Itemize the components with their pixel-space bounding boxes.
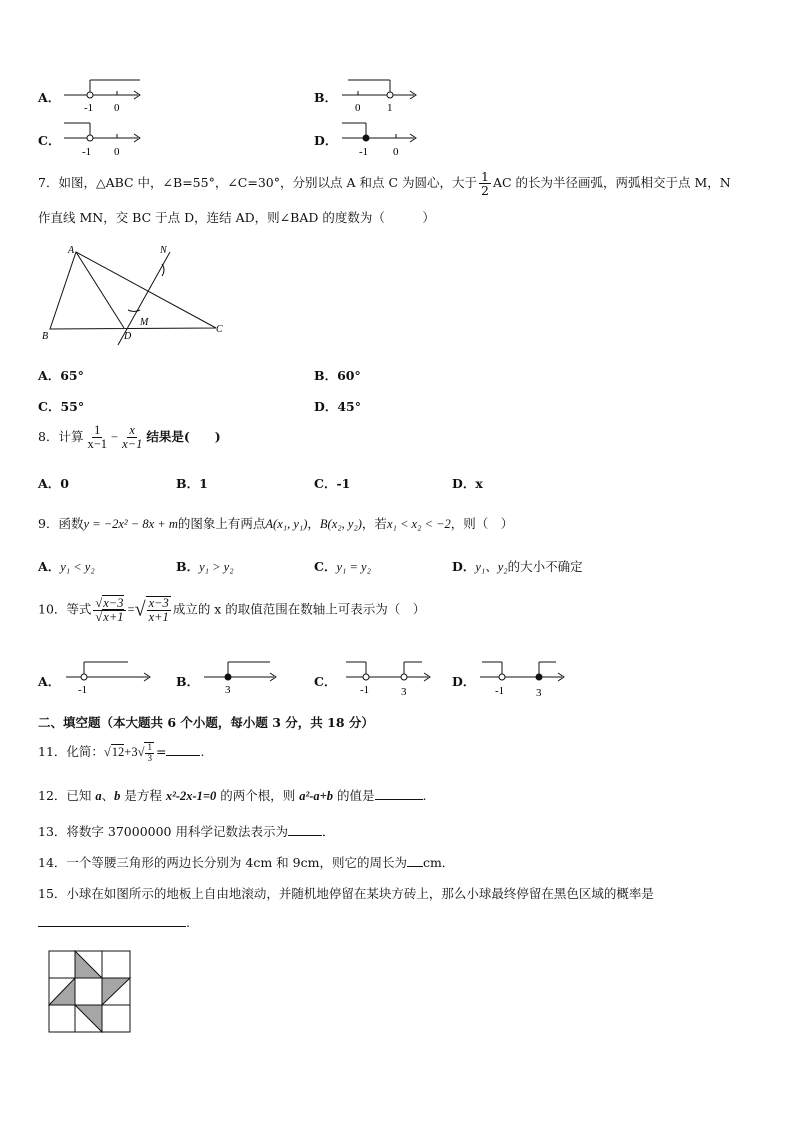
shaded-regions xyxy=(49,951,130,1032)
q7-option-c: C．55° xyxy=(38,399,85,414)
tick-label: 3 xyxy=(225,684,231,696)
q9-option-d: D．y₁、y₂的大小不确定 xyxy=(452,559,583,574)
q8-prefix: 计算 xyxy=(58,429,84,445)
q7-text-a: 如图，△ABC 中，∠B=55°，∠C=30°，分别以点 A 和点 C 为圆心，大于 xyxy=(58,175,477,191)
question-number: 15． xyxy=(38,886,67,901)
answer-blank[interactable] xyxy=(166,755,200,756)
answer-blank[interactable] xyxy=(407,866,423,867)
q9-condition: x₁ < x₂ < −2 xyxy=(386,517,451,531)
q9-point-a: A(x₁, y₁) xyxy=(265,517,308,531)
q7-line1 xyxy=(38,170,731,197)
q9-option-b: B．y₁ > y₂ xyxy=(176,559,234,574)
q15-line: 15．小球在如图所示的地板上自由地滚动，并随机地停留在某块方砖上，那么小球最终停留在黑色区域的概率是 xyxy=(38,886,654,901)
tick-label: -1 xyxy=(360,684,370,696)
q9-cond-prefix: ，若 xyxy=(361,516,387,531)
tick-label: -1 xyxy=(84,102,94,114)
q10-rhs-fraction: $\frac{x-3}{x+1}$ xyxy=(146,596,171,624)
q8-line xyxy=(38,424,221,451)
tick-label: -1 xyxy=(359,146,369,158)
q12-expression: a²-a+b xyxy=(299,789,334,803)
q7-option-b: B．60° xyxy=(314,368,361,383)
tick-label: 0 xyxy=(114,146,120,158)
q8-fraction-1: $\frac{1}{x-1}$ xyxy=(87,423,108,452)
question-number: 13． xyxy=(38,824,67,839)
q7-option-a: A．65° xyxy=(38,368,84,383)
q10-option-b-numberline xyxy=(200,658,282,698)
q9-point-b: B(x₂, y₂) xyxy=(319,517,362,531)
q11-line: 11．化简：√12+3√ $\frac{1}{3}$ = . xyxy=(38,742,205,763)
answer-blank[interactable] xyxy=(375,799,423,800)
tick-label: 3 xyxy=(401,686,407,698)
answer-blank[interactable] xyxy=(38,926,186,927)
q8-option-a: A．0 xyxy=(38,476,69,491)
q11-prefix: 化简： xyxy=(66,744,104,759)
point-label-n: N xyxy=(160,245,167,256)
q9-option-a: A．y₁ < y₂ xyxy=(38,559,95,574)
radical-sign: √ xyxy=(103,745,111,759)
q6-option-a-label: A． xyxy=(38,90,61,105)
point-label-m: M xyxy=(140,317,149,328)
q10-lhs-fraction: $\frac{√x-3}{√x+1}$ xyxy=(95,595,124,624)
q6-option-c-numberline xyxy=(60,119,145,159)
question-number: 8． xyxy=(38,429,59,445)
q10-prefix: 等式 xyxy=(66,601,92,617)
question-number: 10． xyxy=(38,601,67,617)
q10-option-a-label: A． xyxy=(38,674,61,689)
q6-option-d-numberline xyxy=(338,119,423,159)
q6-option-d-label: D． xyxy=(314,133,338,148)
q15-answer-line: . xyxy=(38,915,190,930)
q9-option-c: C．y₁ = y₂ xyxy=(314,559,371,574)
q6-option-c-label: C． xyxy=(38,133,61,148)
tick-label: -1 xyxy=(495,685,505,697)
vertex-label-a: A xyxy=(68,245,75,256)
q9-function: y = −2x² − 8x + m xyxy=(83,517,178,531)
question-number: 14． xyxy=(38,855,67,870)
q9-prefix: 函数 xyxy=(58,516,84,531)
q6-option-a-numberline xyxy=(60,76,145,116)
question-number: 7． xyxy=(38,175,59,191)
q9-sep: ， xyxy=(307,516,320,531)
vertex-label-c: C xyxy=(216,324,223,335)
q6-option-b-label: B． xyxy=(314,90,338,105)
section-heading: 二、填空题（本大题共 6 个小题，每小题 3 分，共 18 分） xyxy=(38,715,374,730)
q10-option-b-label: B． xyxy=(176,674,200,689)
q15-tile-grid-figure xyxy=(46,948,134,1036)
tick-label: -1 xyxy=(82,146,92,158)
q10-option-c-numberline xyxy=(342,658,436,698)
point-label-d: D xyxy=(124,331,132,342)
q7-text-b: AC 的长为半径画弧，两弧相交于点 M，N xyxy=(492,175,731,191)
q8-option-d: D．x xyxy=(452,476,483,491)
q8-option-c: C．-1 xyxy=(314,476,351,491)
radical-sign: √ xyxy=(134,598,146,621)
tick-label: 3 xyxy=(536,687,542,698)
tick-label: 0 xyxy=(393,146,399,158)
q10-suffix: 成立的 x 的取值范围在数轴上可表示为（ ） xyxy=(172,601,426,617)
q10-option-d-numberline xyxy=(476,658,570,698)
q12-line: 12．已知 a、b 是方程 x²-2x-1=0 的两个根，则 a²-a+b 的值是 . xyxy=(38,788,427,803)
radical-sign: √ xyxy=(137,745,145,759)
q9-line xyxy=(38,514,513,532)
q14-line: 14．一个等腰三角形的两边长分别为 4cm 和 9cm，则它的周长为 cm． xyxy=(38,855,455,870)
question-number: 12． xyxy=(38,788,67,803)
q13-line: 13．将数字 37000000 用科学记数法表示为 ． xyxy=(38,824,335,839)
q11-plus: +3 xyxy=(124,745,138,759)
tick-label: 0 xyxy=(355,102,361,114)
q10-option-d-label: D． xyxy=(452,674,476,689)
answer-blank[interactable] xyxy=(288,835,322,836)
q7-line2: 作直线 MN，交 BC 于点 D，连结 AD，则∠BAD 的度数为（ ） xyxy=(38,210,435,225)
q7-fraction: $\frac{1}{2}$ xyxy=(481,169,489,199)
q11-fraction: $\frac{1}{3}$ xyxy=(144,742,154,763)
q10-line: 10．等式 $\frac{√x-3}{√x+1}$ =√ $\frac{x-3}{x+1}$ 成立的 x 的取值范围在数轴上可表示为（ ） xyxy=(38,595,426,625)
q10-option-c-label: C． xyxy=(314,674,337,689)
q7-option-d: D．45° xyxy=(314,399,361,414)
q7-triangle-figure xyxy=(38,242,238,347)
q9-mid: 的图象上有两点 xyxy=(177,516,266,531)
tick-label: 0 xyxy=(114,102,120,114)
q10-option-a-numberline xyxy=(62,658,156,698)
q9-suffix: ，则（ ） xyxy=(450,516,514,531)
q12-equation: x²-2x-1=0 xyxy=(165,789,217,803)
q6-option-b-numberline xyxy=(338,76,423,116)
question-number: 11． xyxy=(38,744,67,759)
question-number: 9． xyxy=(38,516,59,531)
q11-root-1: 12 xyxy=(111,745,125,759)
tick-label: -1 xyxy=(78,684,88,696)
q8-option-b: B．1 xyxy=(176,476,208,491)
q8-fraction-2: $\frac{x}{x-1}$ xyxy=(122,423,143,452)
vertex-label-b: B xyxy=(42,331,49,342)
q8-minus: − xyxy=(111,430,119,445)
tick-label: 1 xyxy=(387,102,393,114)
q8-suffix: 结果是( ) xyxy=(146,429,221,445)
